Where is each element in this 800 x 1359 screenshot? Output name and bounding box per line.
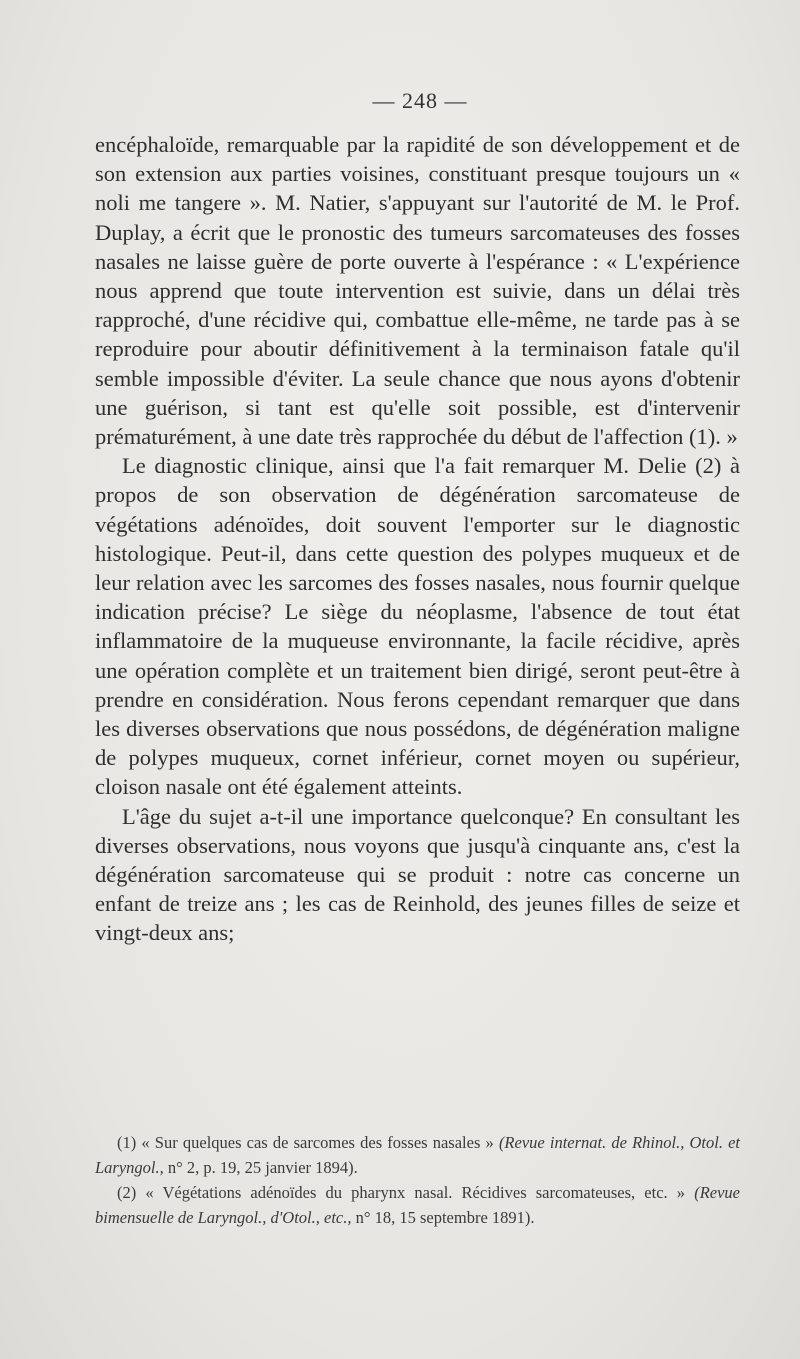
- footnotes: [95, 1130, 740, 1230]
- footnote-2-title: « Végétations adénoïdes du pharynx nasal. Récidives sarcomateuses, etc. »: [145, 1183, 686, 1202]
- paragraph-2: Le diagnostic clinique, ainsi que l'a fait remarquer M. Delie (2) à propos de son observation de dégénération sarcomateuse de végétations adénoïdes, doit souvent l'emporter sur le diagnostic histologique. Peut-il, dans cette question des polypes muqueux et de leur relation avec les sarcomes des fosses nasales, nous fournir quelque indication précise? Le siège du néoplasme, l'absence de tout état inflammatoire de la muqueuse environnante, la facile récidive, après une opération complète et un traitement bien dirigé, seront peut-être à prendre en considération. Nous ferons cependant remarquer que dans les diverses observations que nous possédons, de dégénération maligne de polypes muqueux, cornet inférieur, cornet moyen ou supérieur, cloison nasale ont été également atteints.: [95, 453, 740, 800]
- footnote-1-details: n° 2, p. 19, 25 janvier 1894).: [167, 1158, 358, 1177]
- footnote-1: [95, 1130, 740, 1180]
- paragraph-1: encéphaloïde, remarquable par la rapidité de son développement et de son extension aux parties voisines, constituant presque toujours un « noli me tangere ». M. Natier, s'appuyant sur l'autorité de M. le Prof. Duplay, a écrit que le pronostic des tumeurs sarcomateuses des fosses nasales ne laisse guère de porte ouverte à l'espérance : « L'expérience nous apprend que toute intervention est suivie, dans un délai très rapproché, d'une récidive qui, combattue elle-même, ne tarde pas à se reproduire pour aboutir définitivement à la terminaison fatale qu'il semble impossible d'éviter. La seule chance que nous ayons d'obtenir une guérison, si tant est qu'elle soit possible, est d'intervenir prématurément, à une date très rapprochée du début de l'affection (1). »: [95, 132, 740, 450]
- footnote-2-marker: (2): [117, 1183, 137, 1202]
- body-text: [95, 130, 740, 948]
- page-number: — 248 —: [372, 88, 468, 113]
- footnote-2-source: (Revue bimensuelle de Laryngol., d'Otol., etc.,: [95, 1183, 740, 1227]
- footnote-2-details: n° 18, 15 septembre 1891).: [355, 1208, 535, 1227]
- footnote-2: [95, 1180, 740, 1230]
- footnote-1-marker: (1): [117, 1133, 137, 1152]
- paragraph-3: L'âge du sujet a-t-il une importance quelconque? En consultant les diverses observations, nous voyons que jusqu'à cinquante ans, c'est la dégénération sarcomateuse qui se produit : notre cas concerne un enfant de treize ans ; les cas de Reinhold, des jeunes filles de seize et vingt-deux ans;: [95, 803, 740, 946]
- footnote-1-source: (Revue internat. de Rhinol., Otol. et Laryngol.,: [95, 1133, 741, 1177]
- footnote-1-title: « Sur quelques cas de sarcomes des fosses nasales »: [141, 1133, 494, 1152]
